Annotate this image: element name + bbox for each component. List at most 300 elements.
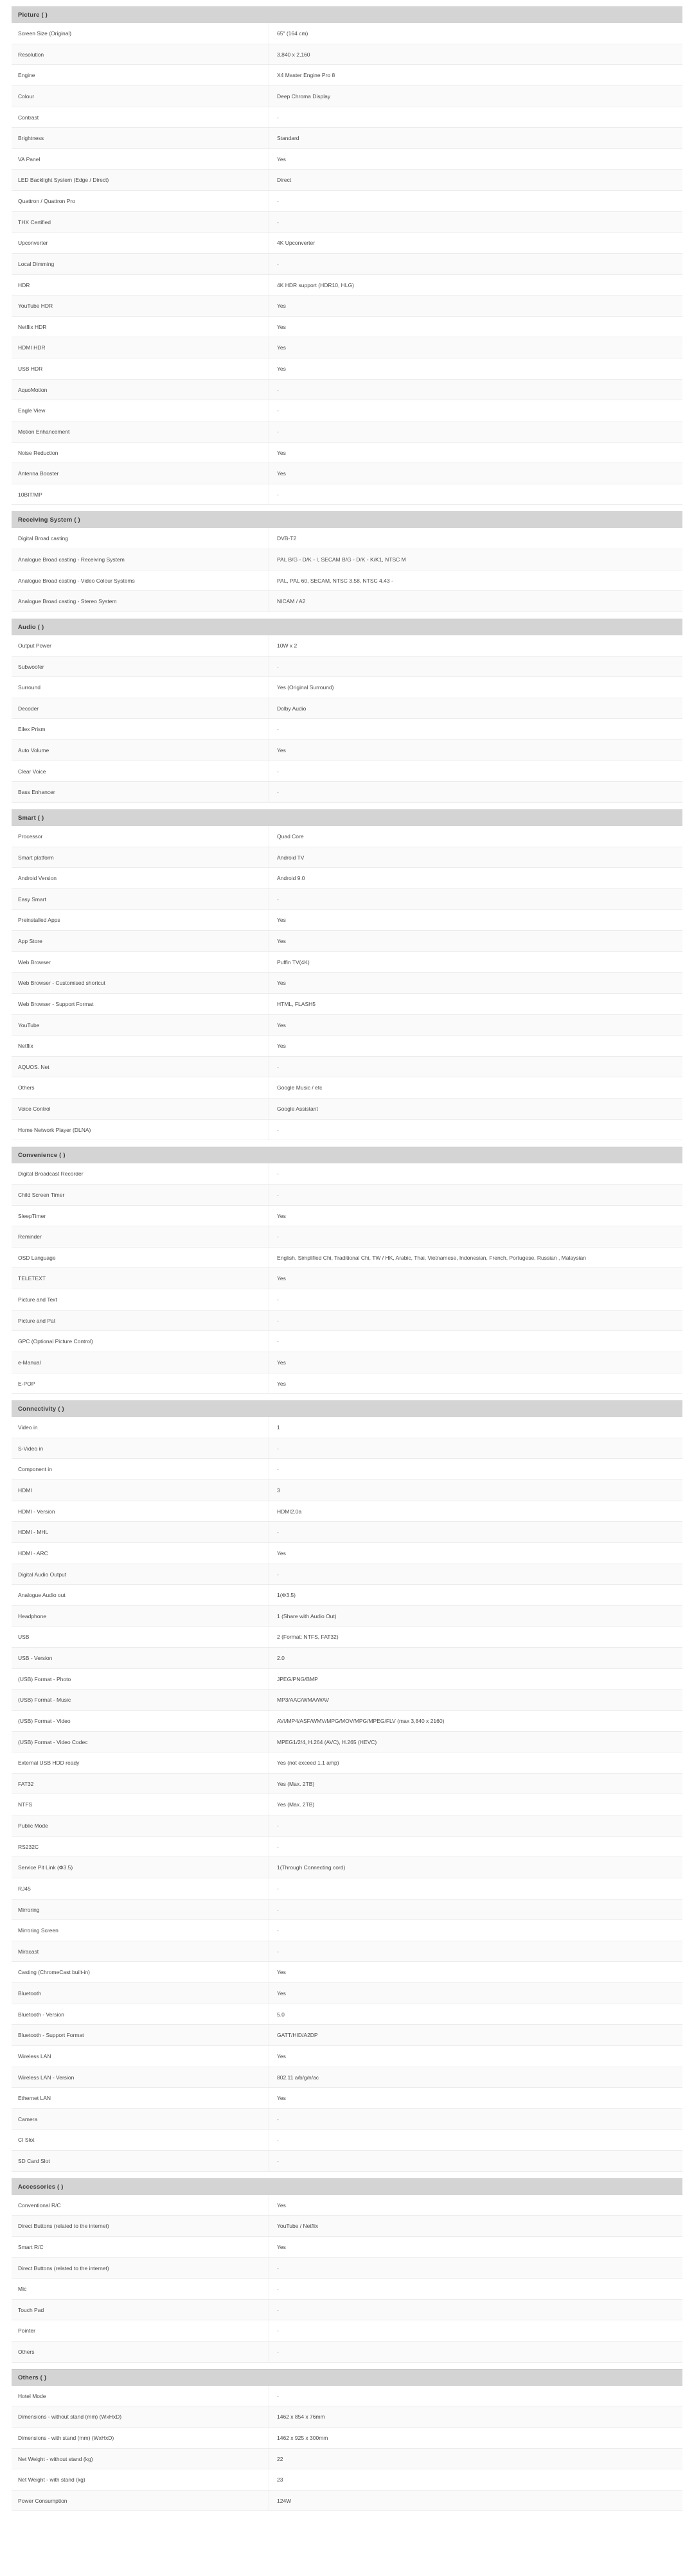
spec-value: - <box>269 1941 682 1962</box>
spec-label: Ethernet LAN <box>18 2095 51 2102</box>
table-row <box>12 1015 682 1036</box>
spec-label: HDMI - MHL <box>18 1529 49 1536</box>
spec-value: NICAM / A2 <box>269 591 682 612</box>
spec-value: Yes <box>269 1015 682 1036</box>
spec-label: TELETEXT <box>18 1275 46 1282</box>
section-header: Accessories ( ) <box>12 2178 682 2195</box>
table-row <box>12 1983 682 2004</box>
table-row <box>12 1774 682 1795</box>
table-row <box>12 2025 682 2046</box>
spec-table <box>12 2195 682 2363</box>
table-row <box>12 761 682 782</box>
spec-value: - <box>269 2320 682 2341</box>
table-row <box>12 528 682 549</box>
table-row <box>12 1480 682 1501</box>
spec-value: - <box>269 719 682 739</box>
spec-value: Yes <box>269 358 682 379</box>
table-row <box>12 1878 682 1900</box>
spec-value: Android TV <box>269 847 682 868</box>
spec-label: 10BIT/MP <box>18 491 42 498</box>
table-row <box>12 826 682 847</box>
spec-value: - <box>269 191 682 211</box>
spec-value: Google Assistant <box>269 1098 682 1119</box>
spec-label: Subwoofer <box>18 663 44 670</box>
spec-label: Video in <box>18 1424 38 1431</box>
spec-label: Motion Enhancement <box>18 428 70 435</box>
spec-label: Contrast <box>18 114 39 121</box>
spec-value: - <box>269 1057 682 1077</box>
spec-value: Google Music / etc <box>269 1077 682 1098</box>
table-row <box>12 2109 682 2130</box>
spec-value: Android 9.0 <box>269 868 682 888</box>
spec-label: Net Weight - without stand (kg) <box>18 2455 93 2462</box>
spec-value: 4K HDR support (HDR10, HLG) <box>269 275 682 296</box>
table-row <box>12 1900 682 1921</box>
spec-value: X4 Master Engine Pro 8 <box>269 65 682 85</box>
table-row <box>12 443 682 464</box>
spec-table <box>12 2386 682 2512</box>
table-row <box>12 1752 682 1774</box>
spec-value: 1 <box>269 1417 682 1438</box>
spec-label: Brightness <box>18 135 44 142</box>
table-row <box>12 1438 682 1460</box>
spec-value: English, Simplified Chi, Traditional Chi, TW / HK, Arabic, Thai, Vietnamese, Indonesian, French, Portugese, Russian , Malaysian <box>269 1248 682 1268</box>
spec-label: Local Dimming <box>18 260 55 267</box>
spec-label: (USB) Format - Video Codec <box>18 1738 88 1745</box>
spec-value: Yes <box>269 910 682 930</box>
spec-label: YouTube HDR <box>18 303 53 310</box>
table-row <box>12 1036 682 1057</box>
spec-label: SD Card Slot <box>18 2158 50 2164</box>
table-row <box>12 1268 682 1289</box>
spec-value: Yes <box>269 2088 682 2108</box>
spec-value: GATT/HID/A2DP <box>269 2025 682 2045</box>
spec-value: Yes <box>269 317 682 337</box>
spec-value: - <box>269 1226 682 1247</box>
spec-value: - <box>269 782 682 802</box>
spec-value: Yes <box>269 931 682 951</box>
spec-value: - <box>269 1878 682 1899</box>
spec-label: Web Browser <box>18 958 51 966</box>
table-row <box>12 170 682 191</box>
table-row <box>12 591 682 612</box>
table-row <box>12 2067 682 2088</box>
table-row <box>12 740 682 761</box>
spec-value: - <box>269 2258 682 2279</box>
table-row <box>12 191 682 212</box>
spec-value: Standard <box>269 128 682 148</box>
table-row <box>12 2237 682 2258</box>
section-header: Others ( ) <box>12 2369 682 2386</box>
spec-label: (USB) Format - Music <box>18 1697 71 1704</box>
spec-label: VA Panel <box>18 155 40 163</box>
spec-label: USB <box>18 1634 30 1641</box>
spec-value: Direct <box>269 170 682 190</box>
table-row <box>12 677 682 698</box>
spec-label: Others <box>18 2349 35 2355</box>
spec-value: Yes <box>269 1206 682 1226</box>
spec-label: Digital Broad casting <box>18 535 68 542</box>
spec-value: - <box>269 657 682 677</box>
spec-value: 1462 x 925 x 300mm <box>269 2428 682 2448</box>
table-row <box>12 782 682 803</box>
spec-label: YouTube <box>18 1021 40 1028</box>
table-row <box>12 635 682 657</box>
spec-label: E-POP <box>18 1380 35 1387</box>
spec-label: SleepTimer <box>18 1212 46 1219</box>
table-row <box>12 1732 682 1753</box>
table-row <box>12 1962 682 1983</box>
spec-value: 3,840 x 2,160 <box>269 44 682 65</box>
spec-label: Picture and Text <box>18 1296 57 1303</box>
spec-label: HDMI - ARC <box>18 1549 48 1557</box>
spec-label: Auto Volume <box>18 747 49 754</box>
spec-value: Puffin TV(4K) <box>269 952 682 973</box>
table-row <box>12 847 682 869</box>
spec-label: Voice Control <box>18 1106 51 1112</box>
table-row <box>12 1163 682 1185</box>
table-row <box>12 910 682 931</box>
table-row <box>12 44 682 66</box>
spec-label: Service Pit Link (Φ3.5) <box>18 1864 73 1871</box>
spec-label: LED Backlight System (Edge / Direct) <box>18 177 109 184</box>
spec-label: Analogue Broad casting - Receiving System <box>18 556 125 563</box>
table-row <box>12 1098 682 1120</box>
spec-value: - <box>269 1837 682 1857</box>
spec-value: DVB-T2 <box>269 528 682 549</box>
spec-value: - <box>269 2279 682 2299</box>
table-row <box>12 1815 682 1837</box>
spec-label: Eagle View <box>18 407 46 414</box>
spec-value: - <box>269 2130 682 2150</box>
table-row <box>12 212 682 233</box>
table-row <box>12 1522 682 1543</box>
table-row <box>12 1417 682 1438</box>
spec-value: - <box>269 1815 682 1836</box>
table-row <box>12 1120 682 1141</box>
spec-value: - <box>269 2109 682 2130</box>
section-header: Smart ( ) <box>12 809 682 826</box>
spec-label: RS232C <box>18 1843 39 1850</box>
spec-value: 22 <box>269 2449 682 2469</box>
spec-value: 124W <box>269 2491 682 2511</box>
spec-label: GPC (Optional Picture Control) <box>18 1338 93 1345</box>
spec-label: Mic <box>18 2286 27 2293</box>
spec-label: OSD Language <box>18 1254 56 1261</box>
spec-label: Others <box>18 1084 35 1091</box>
spec-value: Yes <box>269 1268 682 1289</box>
table-row <box>12 1289 682 1310</box>
spec-label: Smart platform <box>18 854 54 861</box>
spec-label: Netflix <box>18 1043 33 1050</box>
table-row <box>12 2258 682 2279</box>
table-row <box>12 337 682 358</box>
spec-label: Bluetooth - Support Format <box>18 2032 84 2039</box>
spec-label: Camera <box>18 2115 38 2122</box>
section-header: Picture ( ) <box>12 6 682 23</box>
spec-value: MP3/AAC/WMA/WAV <box>269 1689 682 1710</box>
table-row <box>12 296 682 317</box>
table-row <box>12 149 682 170</box>
spec-value: Yes (Max. 2TB) <box>269 1794 682 1815</box>
spec-value: - <box>269 1185 682 1205</box>
spec-value: - <box>269 2151 682 2171</box>
spec-label: AQUOS. Net <box>18 1063 49 1070</box>
spec-label: Miracast <box>18 1948 39 1955</box>
spec-label: Bluetooth <box>18 1990 41 1997</box>
spec-value: - <box>269 2386 682 2406</box>
table-row <box>12 1920 682 1941</box>
table-row <box>12 233 682 254</box>
spec-label: Digital Audio Output <box>18 1571 67 1578</box>
table-row <box>12 2469 682 2491</box>
spec-value: Quad Core <box>269 826 682 847</box>
table-row <box>12 463 682 484</box>
table-row <box>12 952 682 973</box>
spec-label: Eilex Prism <box>18 726 46 733</box>
table-row <box>12 2491 682 2512</box>
spec-value: 5.0 <box>269 2004 682 2025</box>
spec-value: Yes <box>269 337 682 358</box>
spec-label: Hotel Mode <box>18 2392 46 2399</box>
table-row <box>12 380 682 401</box>
table-row <box>12 698 682 719</box>
table-row <box>12 2279 682 2300</box>
table-row <box>12 1543 682 1564</box>
spec-label: Mirroring <box>18 1906 40 1913</box>
table-row <box>12 86 682 107</box>
table-row <box>12 1331 682 1352</box>
spec-value: Yes (Max. 2TB) <box>269 1774 682 1794</box>
table-row <box>12 65 682 86</box>
spec-label: Colour <box>18 93 35 100</box>
spec-value: Yes <box>269 740 682 761</box>
spec-value: Yes <box>269 296 682 316</box>
table-row <box>12 2195 682 2216</box>
spec-label: Engine <box>18 72 35 79</box>
table-row <box>12 23 682 44</box>
spec-value: HTML, FLASH5 <box>269 994 682 1014</box>
spec-label: Touch Pad <box>18 2306 44 2313</box>
spec-value: - <box>269 380 682 400</box>
table-row <box>12 2449 682 2470</box>
table-row <box>12 275 682 296</box>
table-row <box>12 1564 682 1585</box>
spec-label: (USB) Format - Video <box>18 1717 71 1724</box>
spec-value: PAL, PAL 60, SECAM, NTSC 3.58, NTSC 4.43 - <box>269 570 682 591</box>
spec-label: HDMI <box>18 1487 32 1494</box>
spec-label: e-Manual <box>18 1359 41 1366</box>
spec-label: Surround <box>18 684 40 691</box>
spec-label: Output Power <box>18 642 51 649</box>
spec-label: HDMI - Version <box>18 1508 55 1515</box>
spec-value: Dolby Audio <box>269 698 682 719</box>
spec-value: - <box>269 1459 682 1479</box>
table-row <box>12 400 682 421</box>
spec-value: - <box>269 761 682 782</box>
table-row <box>12 1185 682 1206</box>
spec-value: - <box>269 1522 682 1542</box>
table-row <box>12 570 682 592</box>
spec-label: Net Weight - with stand (kg) <box>18 2476 85 2483</box>
table-row <box>12 1206 682 1227</box>
table-row <box>12 1310 682 1332</box>
spec-value: Yes <box>269 1962 682 1982</box>
table-row <box>12 2406 682 2428</box>
spec-label: CI Slot <box>18 2137 35 2144</box>
spec-table <box>12 1417 682 2172</box>
table-row <box>12 107 682 128</box>
spec-value: - <box>269 1920 682 1941</box>
section-header: Connectivity ( ) <box>12 1400 682 1417</box>
spec-value: - <box>269 1900 682 1920</box>
table-row <box>12 1248 682 1269</box>
spec-value: 1 (Share with Audio Out) <box>269 1606 682 1627</box>
spec-value: 802.11 a/b/g/n/ac <box>269 2067 682 2088</box>
spec-label: Smart R/C <box>18 2243 44 2250</box>
spec-value: - <box>269 421 682 442</box>
spec-label: Decoder <box>18 705 39 712</box>
spec-label: S-Video in <box>18 1445 44 1452</box>
spec-label: Bass Enhancer <box>18 789 55 796</box>
spec-value: - <box>269 2342 682 2362</box>
spec-value: - <box>269 1289 682 1310</box>
spec-label: Analogue Audio out <box>18 1592 66 1599</box>
spec-value: - <box>269 212 682 233</box>
table-row <box>12 1857 682 1878</box>
table-row <box>12 1837 682 1858</box>
spec-value: Yes <box>269 2046 682 2067</box>
table-row <box>12 1057 682 1078</box>
spec-label: Public Mode <box>18 1822 48 1829</box>
table-row <box>12 2216 682 2237</box>
spec-table <box>12 23 682 505</box>
spec-value: 3 <box>269 1480 682 1501</box>
spec-label: Preinstalled Apps <box>18 917 60 924</box>
table-row <box>12 549 682 570</box>
spec-label: Wireless LAN <box>18 2052 51 2060</box>
spec-value: - <box>269 107 682 128</box>
spec-value: PAL B/G - D/K - I, SECAM B/G - D/K - K/K1, NTSC M <box>269 549 682 570</box>
spec-label: Processor <box>18 833 43 840</box>
spec-value: 23 <box>269 2469 682 2490</box>
spec-value: Yes (not exceed 1.1 amp) <box>269 1752 682 1773</box>
table-row <box>12 2342 682 2363</box>
spec-label: Analogue Broad casting - Video Colour Systems <box>18 577 135 584</box>
spec-label: Power Consumption <box>18 2497 67 2504</box>
spec-value: Yes <box>269 973 682 993</box>
table-row <box>12 1501 682 1522</box>
spec-label: Component in <box>18 1466 52 1473</box>
spec-label: Reminder <box>18 1233 42 1240</box>
table-row <box>12 2046 682 2067</box>
table-row <box>12 2130 682 2151</box>
table-row <box>12 1226 682 1248</box>
spec-value: Deep Chroma Display <box>269 86 682 107</box>
spec-label: Easy Smart <box>18 895 46 903</box>
spec-label: Web Browser - Support Format <box>18 1000 94 1007</box>
spec-value: 2.0 <box>269 1648 682 1668</box>
table-row <box>12 1606 682 1627</box>
spec-label: THX Certified <box>18 218 51 225</box>
spec-value: JPEG/PNG/BMP <box>269 1669 682 1689</box>
spec-value: - <box>269 484 682 505</box>
table-row <box>12 2004 682 2025</box>
section-header: Receiving System ( ) <box>12 511 682 528</box>
spec-label: HDMI HDR <box>18 344 46 351</box>
spec-value: - <box>269 2300 682 2320</box>
spec-table <box>12 826 682 1140</box>
spec-value: MPEG1/2/4, H.264 (AVC), H.265 (HEVC) <box>269 1732 682 1752</box>
spec-label: USB HDR <box>18 366 43 372</box>
spec-value: Yes <box>269 1373 682 1394</box>
spec-label: Mirroring Screen <box>18 1927 58 1934</box>
spec-value: 65" (164 cm) <box>269 23 682 44</box>
spec-sheet <box>0 6 694 2511</box>
spec-value: Yes <box>269 2195 682 2216</box>
table-row <box>12 2428 682 2449</box>
spec-label: Clear Voice <box>18 768 46 775</box>
spec-label: Home Network Player (DLNA) <box>18 1126 91 1133</box>
spec-label: Quattron / Quattron Pro <box>18 198 75 204</box>
spec-label: Wireless LAN - Version <box>18 2074 75 2081</box>
spec-value: YouTube / Netflix <box>269 2216 682 2236</box>
spec-value: 1(Φ3.5) <box>269 1585 682 1605</box>
spec-label: Digital Broadcast Recorder <box>18 1170 84 1178</box>
spec-label: App Store <box>18 938 42 944</box>
spec-value: 4K Upconverter <box>269 233 682 253</box>
table-row <box>12 1689 682 1711</box>
spec-value: - <box>269 1564 682 1585</box>
spec-label: Conventional R/C <box>18 2201 61 2209</box>
spec-label: FAT32 <box>18 1780 34 1787</box>
spec-label: NTFS <box>18 1801 33 1808</box>
spec-label: Picture and Pat <box>18 1317 56 1324</box>
spec-value: 10W x 2 <box>269 635 682 656</box>
spec-label: Direct Buttons (related to the internet) <box>18 2223 109 2230</box>
spec-value: Yes <box>269 1036 682 1056</box>
spec-value: Yes <box>269 463 682 484</box>
spec-label: Direct Buttons (related to the internet) <box>18 2264 109 2272</box>
spec-label: Child Screen Timer <box>18 1191 65 1198</box>
spec-label: Dimensions - without stand (mm) (WxHxD) <box>18 2413 122 2421</box>
table-row <box>12 657 682 678</box>
spec-label: Web Browser - Customised shortcut <box>18 980 105 987</box>
spec-label: AquoMotion <box>18 386 48 393</box>
table-row <box>12 1077 682 1098</box>
spec-value: AVI/MP4/ASF/WMV/MPG/MOV/MPG/MPEG/FLV (max 3,840 x 2160) <box>269 1711 682 1731</box>
spec-value: HDMI2.0a <box>269 1501 682 1522</box>
spec-value: - <box>269 889 682 910</box>
spec-label: Pointer <box>18 2327 35 2334</box>
table-row <box>12 1794 682 1815</box>
spec-value: - <box>269 1438 682 1459</box>
table-row <box>12 889 682 910</box>
table-row <box>12 2088 682 2109</box>
table-row <box>12 1585 682 1606</box>
table-row <box>12 484 682 506</box>
table-row <box>12 1459 682 1480</box>
spec-label: Bluetooth - Version <box>18 2011 64 2018</box>
table-row <box>12 2386 682 2407</box>
table-row <box>12 1669 682 1690</box>
spec-value: Yes <box>269 149 682 170</box>
spec-value: - <box>269 1331 682 1352</box>
spec-value: Yes <box>269 443 682 463</box>
spec-table <box>12 528 682 612</box>
section-header: Convenience ( ) <box>12 1147 682 1163</box>
table-row <box>12 2320 682 2342</box>
